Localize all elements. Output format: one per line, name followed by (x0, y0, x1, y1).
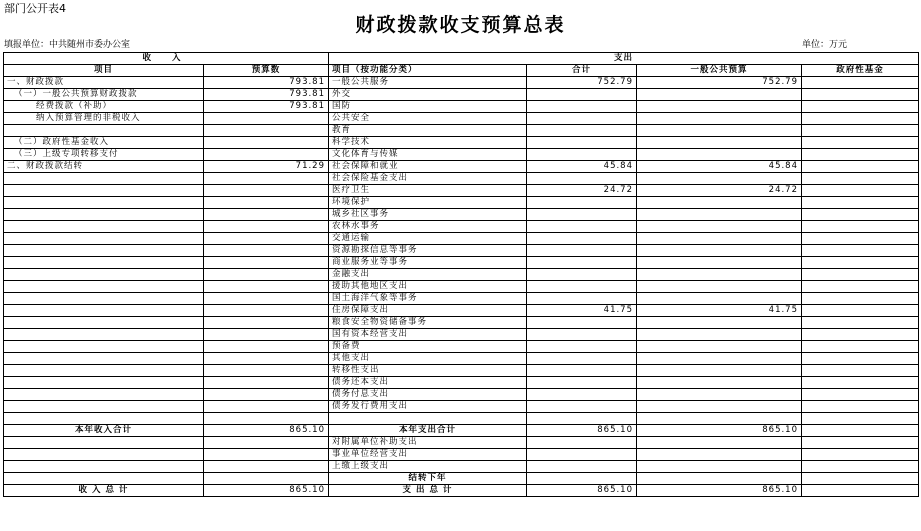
empty-cell (802, 449, 919, 461)
expense-general-value (637, 377, 802, 389)
expense-general-value (637, 365, 802, 377)
expense-total-value (527, 293, 637, 305)
expense-item-label: 环境保护 (329, 197, 527, 209)
income-item-label (4, 389, 204, 401)
income-budget-value (204, 185, 329, 197)
expense-fund-value (802, 245, 919, 257)
year-income-total-value: 865.10 (204, 425, 329, 437)
expense-general-value (637, 257, 802, 269)
income-item-label: 经费拨款（补助） (4, 101, 204, 113)
grand-income-total-value: 865.10 (204, 485, 329, 497)
expense-general-value (637, 341, 802, 353)
grand-expense-total-value: 865.10 (527, 485, 637, 497)
income-budget-value (204, 305, 329, 317)
empty-cell (637, 473, 802, 485)
year-total-row (4, 425, 919, 437)
expense-item-label: 债务发行费用支出 (329, 401, 527, 413)
expense-general-value: 41.75 (637, 305, 802, 317)
income-item-label (4, 329, 204, 341)
empty-cell (802, 437, 919, 449)
income-budget-value (204, 173, 329, 185)
empty-cell (802, 485, 919, 497)
table-row (4, 257, 919, 269)
expense-item-label: 社会保险基金支出 (329, 173, 527, 185)
table-row (4, 389, 919, 401)
income-budget-value (204, 197, 329, 209)
expense-general-value (637, 353, 802, 365)
income-budget-value (204, 113, 329, 125)
expense-item-label: 援助其他地区支出 (329, 281, 527, 293)
expense-total-value (527, 257, 637, 269)
table-row (4, 329, 919, 341)
table-row (4, 161, 919, 173)
expense-total-value (527, 281, 637, 293)
expense-general-value (637, 89, 802, 101)
expense-item-label: 教育 (329, 125, 527, 137)
year-expense-general-value: 865.10 (637, 425, 802, 437)
income-budget-value (204, 221, 329, 233)
income-budget-value (204, 137, 329, 149)
table-row (4, 173, 919, 185)
expense-total-value (527, 377, 637, 389)
expense-fund-value (802, 293, 919, 305)
table-row (4, 473, 919, 485)
expense-item-label: 债务还本支出 (329, 377, 527, 389)
income-budget-value (204, 317, 329, 329)
income-item-label (4, 317, 204, 329)
expense-fund-value (802, 377, 919, 389)
income-item-label: 纳入预算管理的非税收入 (4, 113, 204, 125)
expense-total-value (527, 149, 637, 161)
expense-total-value (527, 329, 637, 341)
table-row (4, 353, 919, 365)
expense-fund-value (802, 89, 919, 101)
expense-general-value (637, 221, 802, 233)
expense-general-value (637, 389, 802, 401)
income-budget-value (204, 329, 329, 341)
expense-fund-value (802, 221, 919, 233)
expense-fund-value (802, 329, 919, 341)
expense-item-label: 住房保障支出 (329, 305, 527, 317)
year-expense-total-label: 本年支出合计 (329, 425, 527, 437)
table-row (4, 221, 919, 233)
table-row (4, 149, 919, 161)
income-budget-value: 793.81 (204, 101, 329, 113)
expense-item-label: 预备费 (329, 341, 527, 353)
expense-total-value (527, 389, 637, 401)
expense-total-value (527, 113, 637, 125)
table-row (4, 125, 919, 137)
expense-total-value (527, 245, 637, 257)
income-budget-value: 793.81 (204, 89, 329, 101)
income-item-label (4, 365, 204, 377)
expense-general-value (637, 173, 802, 185)
expense-total-value (527, 365, 637, 377)
expense-fund-value (802, 173, 919, 185)
expense-general-value: 45.84 (637, 161, 802, 173)
expense-item-label: 国有资本经营支出 (329, 329, 527, 341)
empty-cell (802, 425, 919, 437)
expense-item-label: 医疗卫生 (329, 185, 527, 197)
table-row (4, 209, 919, 221)
expense-fund-value (802, 269, 919, 281)
empty-cell (4, 449, 204, 461)
income-item-label (4, 173, 204, 185)
income-item-label: （二）政府性基金收入 (4, 137, 204, 149)
expense-fund-value (802, 389, 919, 401)
table-row (4, 317, 919, 329)
empty-cell (4, 461, 204, 473)
expense-fund-value (802, 185, 919, 197)
expense-fund-value (802, 137, 919, 149)
income-budget-value (204, 269, 329, 281)
income-budget-value (204, 365, 329, 377)
empty-cell (4, 413, 204, 425)
expense-general-value: 752.79 (637, 77, 802, 89)
income-budget-value (204, 233, 329, 245)
income-item-label: （一）一般公共预算财政拨款 (4, 89, 204, 101)
expense-general-value (637, 149, 802, 161)
expense-item-label: 农林水事务 (329, 221, 527, 233)
column-header-total: 合计 (527, 65, 637, 77)
income-item-label (4, 401, 204, 413)
table-row (4, 137, 919, 149)
empty-cell (204, 437, 329, 449)
income-item-label (4, 353, 204, 365)
expense-fund-value (802, 197, 919, 209)
filing-unit: 填报单位：中共随州市委办公室 (4, 40, 131, 50)
table-row (4, 449, 919, 461)
expense-fund-value (802, 353, 919, 365)
empty-cell (637, 449, 802, 461)
empty-cell (527, 449, 637, 461)
budget-table (3, 52, 919, 497)
expense-item-label: 结转下年 (329, 473, 527, 485)
income-budget-value (204, 401, 329, 413)
table-row (4, 233, 919, 245)
table-row (4, 293, 919, 305)
grand-expense-general-value: 865.10 (637, 485, 802, 497)
income-budget-value (204, 281, 329, 293)
column-header-item-func: 项目（按功能分类） (329, 65, 527, 77)
empty-cell (204, 449, 329, 461)
empty-cell (527, 413, 637, 425)
currency-unit: 单位：万元 (802, 40, 848, 50)
table-row (4, 401, 919, 413)
expense-item-label: 上缴上级支出 (329, 461, 527, 473)
empty-cell (637, 461, 802, 473)
expense-total-value: 41.75 (527, 305, 637, 317)
income-budget-value (204, 293, 329, 305)
income-item-label (4, 197, 204, 209)
expense-fund-value (802, 317, 919, 329)
income-item-label (4, 341, 204, 353)
expense-total-value (527, 89, 637, 101)
expense-item-label: 商业服务业等事务 (329, 257, 527, 269)
expense-item-label: 对附属单位补助支出 (329, 437, 527, 449)
empty-cell (802, 473, 919, 485)
expense-total-value (527, 233, 637, 245)
year-income-total-label: 本年收入合计 (4, 425, 204, 437)
income-item-label (4, 245, 204, 257)
income-budget-value (204, 377, 329, 389)
table-row (4, 77, 919, 89)
income-budget-value (204, 353, 329, 365)
income-item-label: （三）上级专项转移支付 (4, 149, 204, 161)
expense-total-value (527, 401, 637, 413)
empty-cell (329, 413, 527, 425)
income-budget-value: 71.29 (204, 161, 329, 173)
expense-total-value (527, 101, 637, 113)
income-budget-value (204, 245, 329, 257)
expense-total-value (527, 173, 637, 185)
expense-general-value (637, 197, 802, 209)
empty-cell (802, 461, 919, 473)
income-item-label (4, 185, 204, 197)
table-row (4, 281, 919, 293)
expense-item-label: 城乡社区事务 (329, 209, 527, 221)
expense-general-value (637, 293, 802, 305)
table-row (4, 377, 919, 389)
expense-fund-value (802, 161, 919, 173)
expense-general-value (637, 113, 802, 125)
expense-section-header: 支出 (329, 53, 919, 65)
expense-item-label: 债务付息支出 (329, 389, 527, 401)
empty-cell (4, 473, 204, 485)
expense-general-value (637, 269, 802, 281)
expense-general-value (637, 329, 802, 341)
expense-fund-value (802, 113, 919, 125)
expense-fund-value (802, 209, 919, 221)
expense-total-value: 24.72 (527, 185, 637, 197)
empty-cell (204, 473, 329, 485)
expense-item-label: 资源勘探信息等事务 (329, 245, 527, 257)
expense-total-value: 752.79 (527, 77, 637, 89)
empty-cell (204, 461, 329, 473)
expense-fund-value (802, 125, 919, 137)
expense-general-value (637, 101, 802, 113)
section-header-row (4, 53, 919, 65)
page-title: 财政拨款收支预算总表 (355, 14, 566, 36)
income-section-header: 收 入 (4, 53, 329, 65)
expense-general-value: 24.72 (637, 185, 802, 197)
expense-total-value (527, 341, 637, 353)
expense-fund-value (802, 149, 919, 161)
expense-fund-value (802, 77, 919, 89)
income-item-label (4, 269, 204, 281)
income-item-label (4, 257, 204, 269)
expense-fund-value (802, 281, 919, 293)
expense-item-label: 科学技术 (329, 137, 527, 149)
income-budget-value (204, 389, 329, 401)
expense-general-value (637, 125, 802, 137)
expense-total-value (527, 209, 637, 221)
empty-cell (527, 437, 637, 449)
table-row (4, 341, 919, 353)
table-row (4, 89, 919, 101)
expense-total-value (527, 125, 637, 137)
sheet-tag: 部门公开表4 (4, 2, 66, 15)
expense-item-label: 一般公共服务 (329, 77, 527, 89)
column-header-gov-fund: 政府性基金 (802, 65, 919, 77)
expense-fund-value (802, 305, 919, 317)
expense-general-value (637, 245, 802, 257)
expense-total-value: 45.84 (527, 161, 637, 173)
expense-fund-value (802, 101, 919, 113)
expense-total-value (527, 353, 637, 365)
expense-general-value (637, 233, 802, 245)
table-row (4, 113, 919, 125)
expense-item-label: 公共安全 (329, 113, 527, 125)
column-header-budget: 预算数 (204, 65, 329, 77)
expense-total-value (527, 137, 637, 149)
expense-fund-value (802, 233, 919, 245)
table-row (4, 197, 919, 209)
income-budget-value (204, 341, 329, 353)
empty-cell (802, 413, 919, 425)
table-row (4, 365, 919, 377)
empty-cell (527, 461, 637, 473)
table-row (4, 305, 919, 317)
expense-item-label: 外交 (329, 89, 527, 101)
income-budget-value (204, 209, 329, 221)
income-budget-value: 793.81 (204, 77, 329, 89)
income-item-label (4, 233, 204, 245)
empty-cell (527, 473, 637, 485)
expense-item-label: 粮食安全物资储备事务 (329, 317, 527, 329)
income-item-label (4, 209, 204, 221)
expense-item-label: 事业单位经营支出 (329, 449, 527, 461)
income-budget-value (204, 125, 329, 137)
table-row (4, 185, 919, 197)
spacer-row (4, 413, 919, 425)
expense-total-value (527, 317, 637, 329)
column-header-general-budget: 一般公共预算 (637, 65, 802, 77)
income-item-label (4, 293, 204, 305)
expense-item-label: 社会保障和就业 (329, 161, 527, 173)
expense-general-value (637, 281, 802, 293)
expense-fund-value (802, 401, 919, 413)
table-row (4, 245, 919, 257)
income-item-label (4, 221, 204, 233)
expense-item-label: 金融支出 (329, 269, 527, 281)
income-item-label (4, 125, 204, 137)
expense-total-value (527, 221, 637, 233)
expense-item-label: 交通运输 (329, 233, 527, 245)
expense-fund-value (802, 257, 919, 269)
income-item-label (4, 305, 204, 317)
expense-general-value (637, 137, 802, 149)
income-item-label: 一、财政拨款 (4, 77, 204, 89)
empty-cell (4, 437, 204, 449)
grand-expense-total-label: 支 出 总 计 (329, 485, 527, 497)
column-header-row (4, 65, 919, 77)
grand-total-row (4, 485, 919, 497)
expense-total-value (527, 197, 637, 209)
column-header-item: 项目 (4, 65, 204, 77)
expense-general-value (637, 209, 802, 221)
expense-item-label: 国防 (329, 101, 527, 113)
expense-item-label: 转移性支出 (329, 365, 527, 377)
expense-item-label: 其他支出 (329, 353, 527, 365)
grand-income-total-label: 收 入 总 计 (4, 485, 204, 497)
expense-fund-value (802, 341, 919, 353)
table-row (4, 437, 919, 449)
empty-cell (637, 413, 802, 425)
empty-cell (204, 413, 329, 425)
empty-cell (637, 437, 802, 449)
table-row (4, 101, 919, 113)
expense-fund-value (802, 365, 919, 377)
year-expense-total-value: 865.10 (527, 425, 637, 437)
expense-item-label: 文化体育与传媒 (329, 149, 527, 161)
expense-item-label: 国土海洋气象等事务 (329, 293, 527, 305)
table-row (4, 269, 919, 281)
income-item-label (4, 281, 204, 293)
income-budget-value (204, 149, 329, 161)
expense-total-value (527, 269, 637, 281)
expense-general-value (637, 317, 802, 329)
income-item-label: 二、财政拨款结转 (4, 161, 204, 173)
table-row (4, 461, 919, 473)
income-budget-value (204, 257, 329, 269)
income-item-label (4, 377, 204, 389)
expense-general-value (637, 401, 802, 413)
